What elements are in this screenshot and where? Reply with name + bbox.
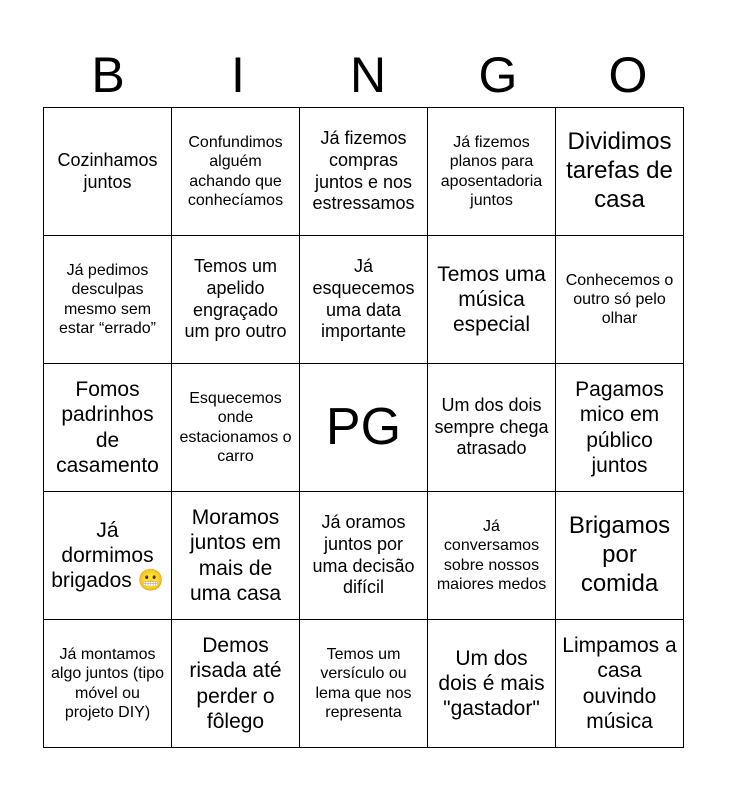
bingo-cell[interactable]: Fomos padrinhos de casamento bbox=[44, 364, 172, 492]
bingo-cell[interactable]: Um dos dois sempre chega atrasado bbox=[428, 364, 556, 492]
bingo-cell[interactable]: Já esquecemos uma data importante bbox=[300, 236, 428, 364]
header-letter-i: I bbox=[231, 47, 245, 103]
bingo-cell[interactable]: Pagamos mico em público juntos bbox=[556, 364, 684, 492]
bingo-row bbox=[44, 492, 684, 620]
bingo-cell[interactable]: Já fizemos compras juntos e nos estressamos bbox=[300, 108, 428, 236]
bingo-cell[interactable]: Cozinhamos juntos bbox=[44, 108, 172, 236]
bingo-cell[interactable]: Dividimos tarefas de casa bbox=[556, 108, 684, 236]
bingo-cell[interactable]: Temos um apelido engraçado um pro outro bbox=[172, 236, 300, 364]
bingo-cell[interactable]: Já conversamos sobre nossos maiores medos bbox=[428, 492, 556, 620]
bingo-cell[interactable]: Um dos dois é mais "gastador" bbox=[428, 620, 556, 748]
bingo-row bbox=[44, 108, 684, 236]
header-letter-g: G bbox=[478, 47, 518, 103]
bingo-cell[interactable]: Já montamos algo juntos (tipo móvel ou projeto DIY) bbox=[44, 620, 172, 748]
bingo-cell[interactable]: Esquecemos onde estacionamos o carro bbox=[172, 364, 300, 492]
bingo-cell[interactable]: Já dormimos brigados 😬 bbox=[44, 492, 172, 620]
bingo-cell[interactable]: Temos uma música especial bbox=[428, 236, 556, 364]
bingo-row bbox=[44, 236, 684, 364]
bingo-cell[interactable]: Já fizemos planos para aposentadoria juntos bbox=[428, 108, 556, 236]
bingo-header bbox=[43, 44, 693, 106]
bingo-cell[interactable]: Brigamos por comida bbox=[556, 492, 684, 620]
free-space-cell[interactable]: PG bbox=[300, 364, 428, 492]
bingo-cell[interactable]: Conhecemos o outro só pelo olhar bbox=[556, 236, 684, 364]
bingo-cell[interactable]: Confundimos alguém achando que conhecíamos bbox=[172, 108, 300, 236]
header-letter-b: B bbox=[91, 47, 125, 103]
bingo-cell[interactable]: Temos um versículo ou lema que nos representa bbox=[300, 620, 428, 748]
bingo-row bbox=[44, 620, 684, 748]
bingo-cell[interactable]: Moramos juntos em mais de uma casa bbox=[172, 492, 300, 620]
header-letter-o: O bbox=[608, 47, 648, 103]
bingo-cell[interactable]: Já oramos juntos por uma decisão difícil bbox=[300, 492, 428, 620]
bingo-cell[interactable]: Já pedimos desculpas mesmo sem estar “errado” bbox=[44, 236, 172, 364]
bingo-cell[interactable]: Limpamos a casa ouvindo música bbox=[556, 620, 684, 748]
bingo-cell[interactable]: Demos risada até perder o fôlego bbox=[172, 620, 300, 748]
bingo-card bbox=[43, 107, 684, 748]
bingo-row bbox=[44, 364, 684, 492]
header-letter-n: N bbox=[349, 47, 387, 103]
